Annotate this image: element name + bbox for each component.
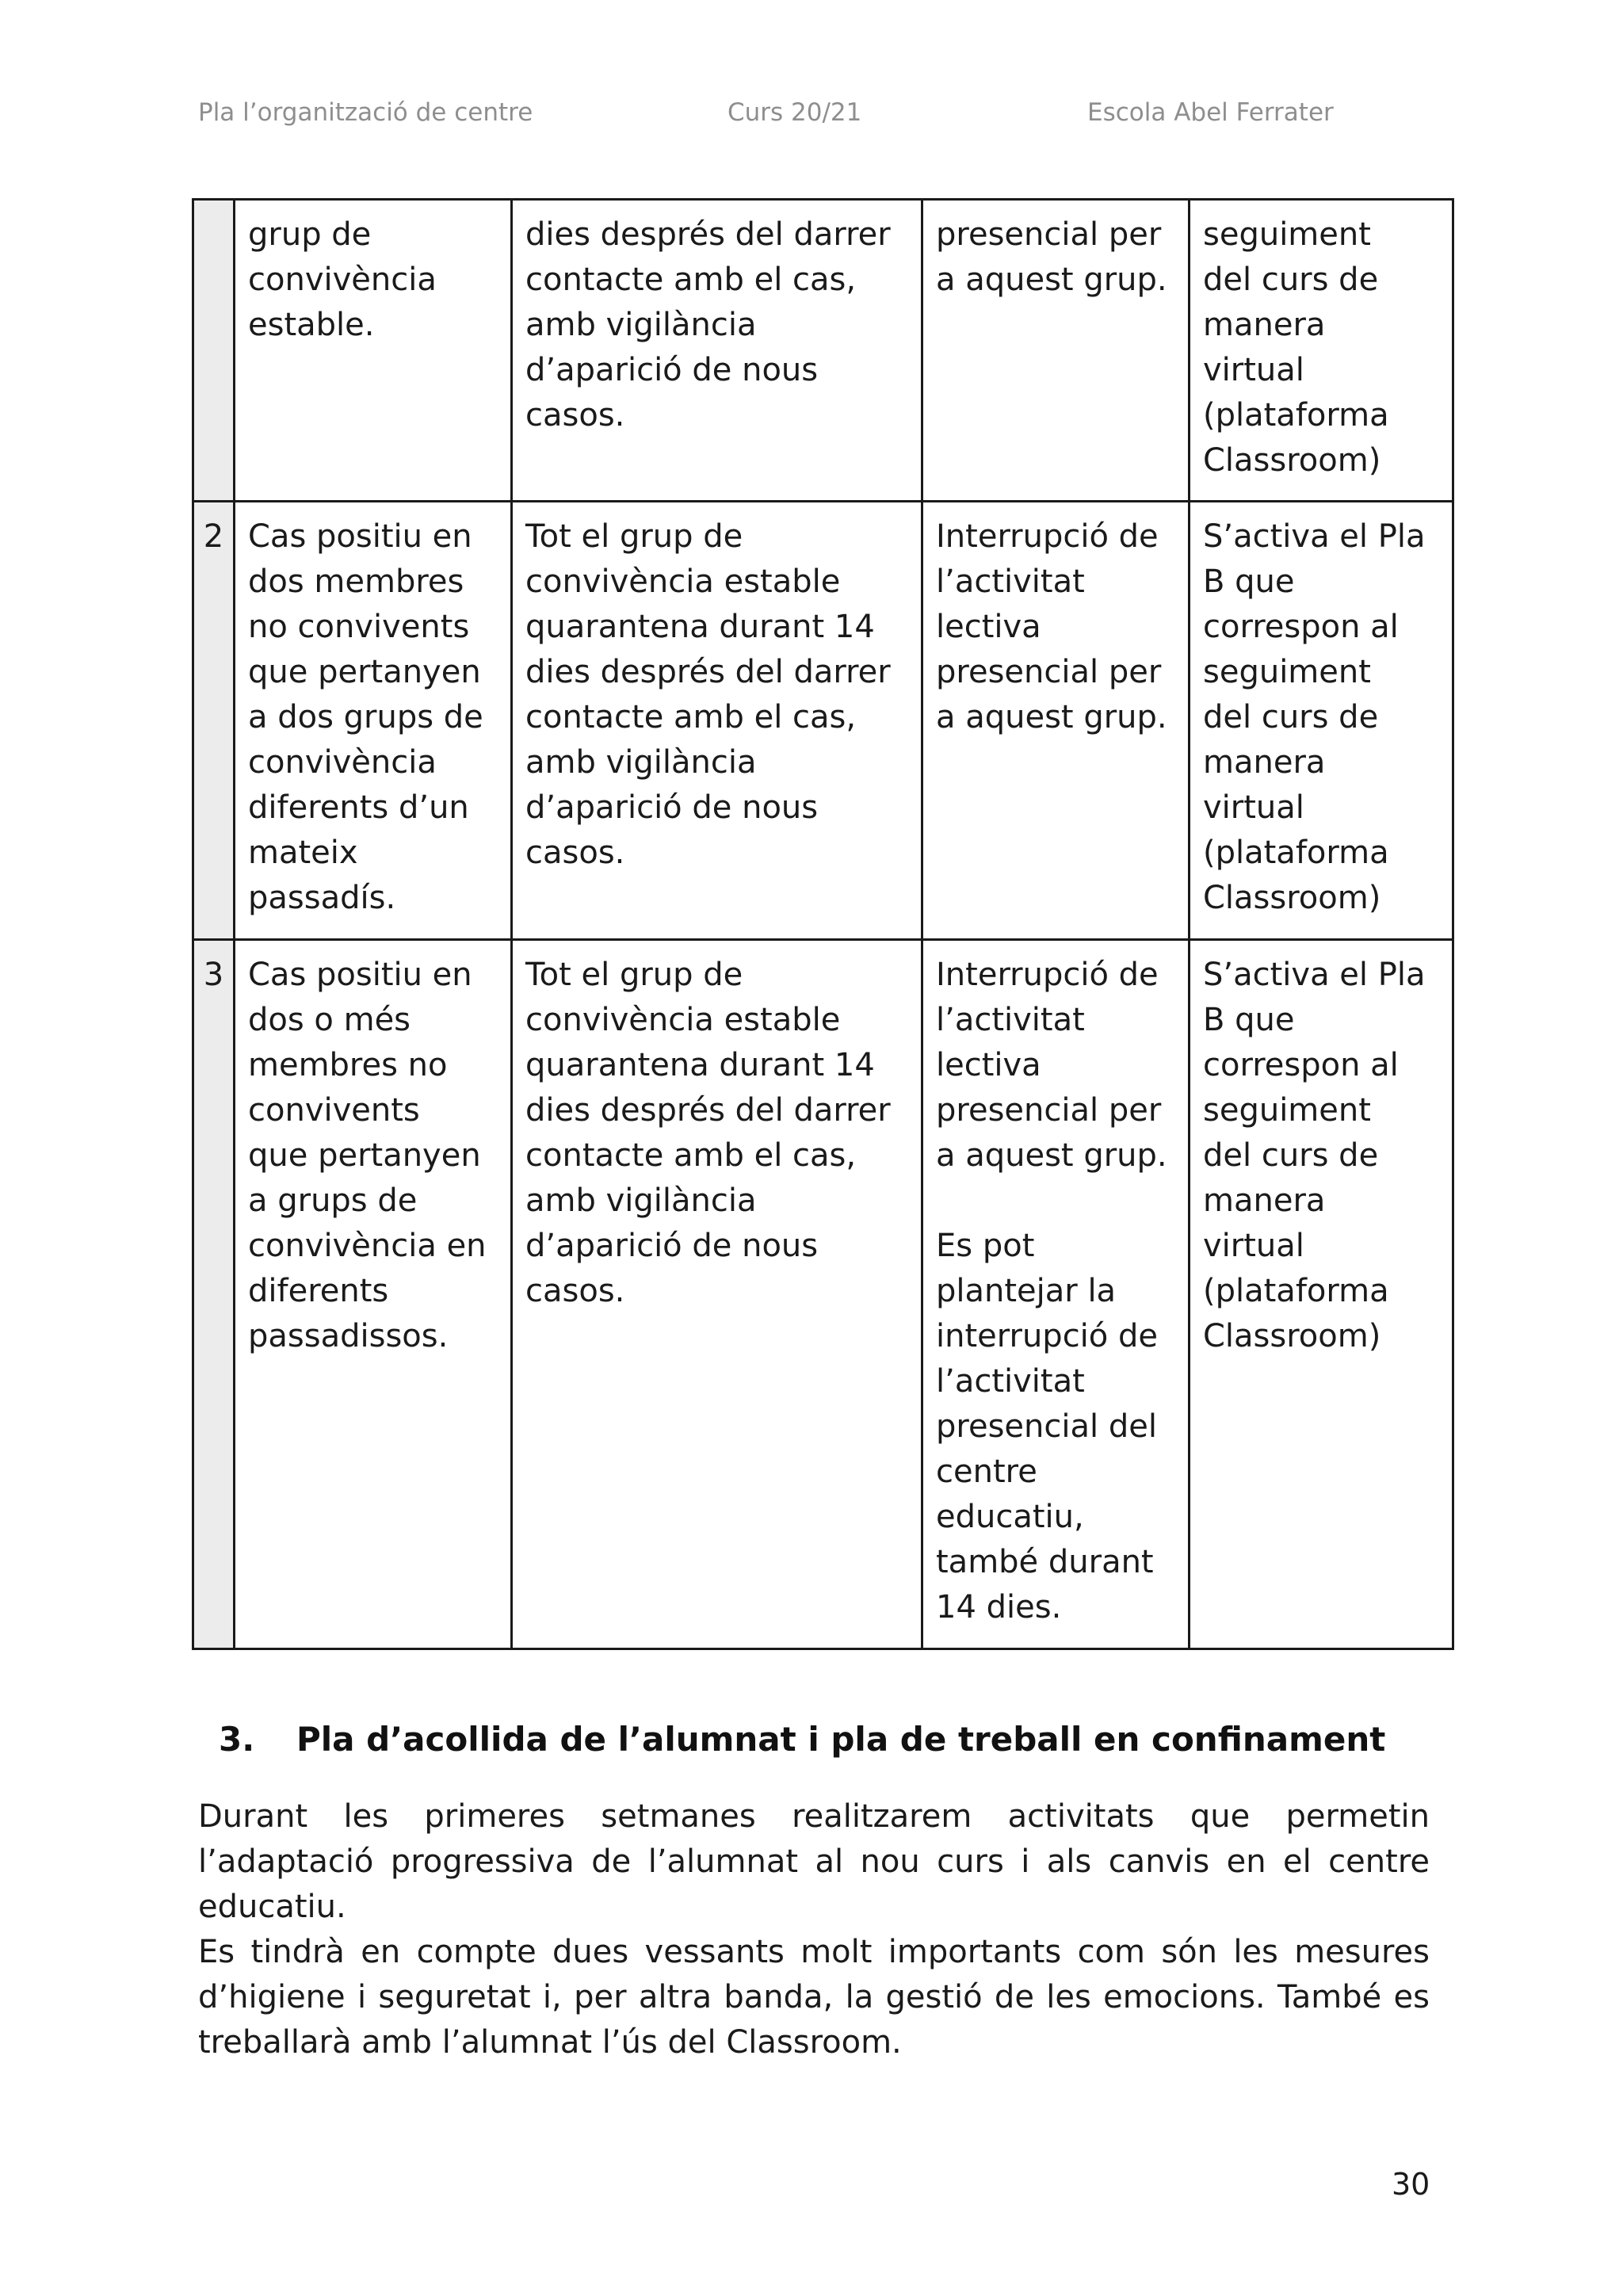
section-number: 3. — [219, 1720, 255, 1759]
table-cell-activity: Interrupció de l’activitat lectiva presencial per a aquest grup. Es pot plantejar la interrupció de l’activitat presencial del centre educatiu, també durant 14 dies. — [922, 940, 1190, 1649]
table-cell-plan: seguiment del curs de manera virtual (plataforma Classroom) — [1190, 200, 1453, 502]
header-document-title: Pla l’organització de centre — [198, 98, 533, 127]
page-number: 30 — [1392, 2167, 1430, 2202]
table-cell-activity: presencial per a aquest grup. — [922, 200, 1190, 502]
table-cell-plan: S’activa el Pla B que correspon al seguiment del curs de manera virtual (plataforma Classroom) — [1190, 502, 1453, 940]
table-cell-quarantine: Tot el grup de convivència estable quarantena durant 14 dies després del darrer contacte amb el cas, amb vigilància d’aparició de nous casos. — [512, 502, 922, 940]
table-cell-scenario: grup de convivència estable. — [235, 200, 512, 502]
table-row — [193, 502, 1453, 940]
row-number — [193, 200, 235, 502]
table-cell-plan: S’activa el Pla B que correspon al seguiment del curs de manera virtual (plataforma Classroom) — [1190, 940, 1453, 1649]
section-title: Pla d’acollida de l’alumnat i pla de treball en confinament — [296, 1720, 1386, 1759]
scenario-table — [192, 198, 1454, 1650]
header-school: Escola Abel Ferrater — [1087, 98, 1334, 127]
header-course: Curs 20/21 — [727, 98, 862, 127]
paragraph-details: Es tindrà en compte dues vessants molt importants com són les mesures d’higiene i seguretat i, per altra banda, la gestió de les emocions. També es treballarà amb l’alumnat l’ús del Classroom. — [198, 1934, 1430, 2061]
table-cell-scenario: Cas positiu en dos o més membres no convivents que pertanyen a grups de convivència en diferents passadissos. — [235, 940, 512, 1649]
table-cell-quarantine: dies després del darrer contacte amb el cas, amb vigilància d’aparició de nous casos. — [512, 200, 922, 502]
table-row — [193, 200, 1453, 502]
table-cell-scenario: Cas positiu en dos membres no convivents que pertanyen a dos grups de convivència diferents d’un mateix passadís. — [235, 502, 512, 940]
paragraph-intro: Durant les primeres setmanes realitzarem activitats que permetin l’adaptació progressiva de l’alumnat al nou curs i als canvis en el centre educatiu. — [198, 1798, 1430, 1925]
row-number: 2 — [193, 502, 235, 940]
table-cell-quarantine: Tot el grup de convivència estable quarantena durant 14 dies després del darrer contacte amb el cas, amb vigilància d’aparició de nous casos. — [512, 940, 922, 1649]
row-number: 3 — [193, 940, 235, 1649]
table-cell-activity: Interrupció de l’activitat lectiva presencial per a aquest grup. — [922, 502, 1190, 940]
section-heading — [219, 1720, 1385, 1759]
table-row — [193, 940, 1453, 1649]
